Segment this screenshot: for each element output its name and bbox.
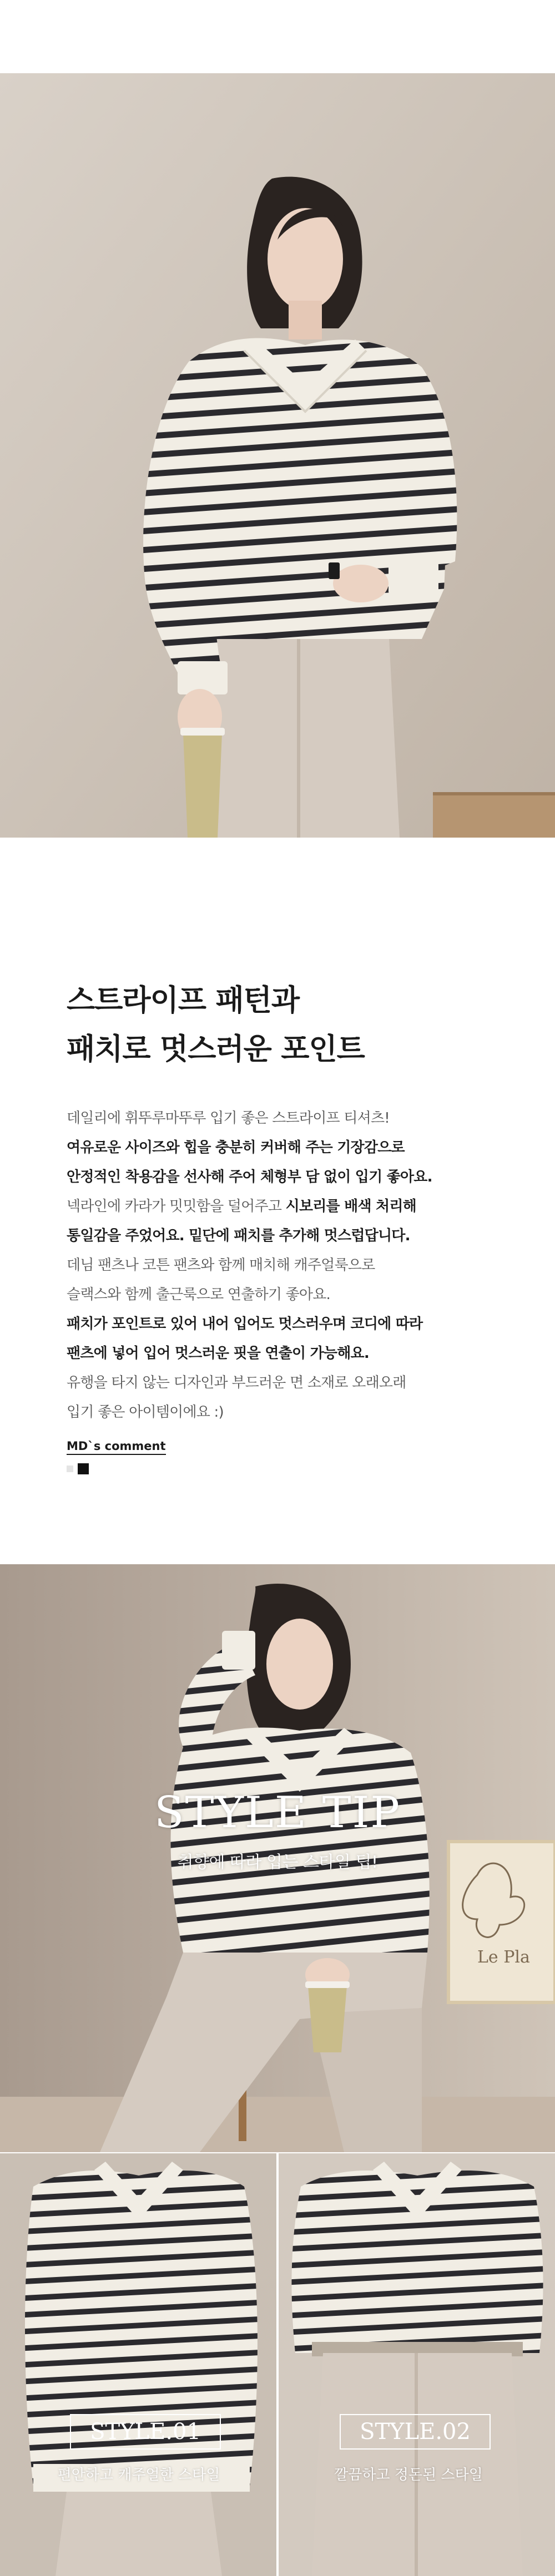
description-emphasis-text: 안정적인 착용감을 선사해 주어 체형부 담 없이 입기 좋아요. [67,1169,432,1185]
md-comment-label: MD`s comment [67,1439,166,1455]
style-tip-subtitle: 취향에 따라 입는 스타일 팁! [177,1853,378,1872]
description-line [67,1251,511,1280]
description-emphasis-text: 통일감을 주었어요. 밑단에 패치를 추가해 멋스럽답니다. [67,1228,410,1244]
artwork-text: Le Pla [477,1948,530,1967]
description-line [67,1280,511,1310]
description-text: 유행을 타지 않는 디자인과 부드러운 면 소재로 오래오래 [67,1375,406,1391]
description-line [67,1221,511,1251]
description-line [67,1192,511,1221]
style-02-illustration [279,2153,555,2576]
description-text: 넥라인에 카라가 밋밋함을 덜어주고 [67,1198,286,1215]
description-text: 데님 팬츠나 코튼 팬츠와 함께 매치해 캐주얼룩으로 [67,1257,375,1274]
style-01-photo [0,2153,276,2576]
style-tip-title: STYLE TIP [154,1788,401,1838]
headline-line-1: 스트라이프 패턴과 [67,983,300,1017]
style-01-illustration [0,2153,276,2576]
headline-line-2: 패치로 멋스러운 포인트 [67,1032,365,1066]
description-line [67,1368,511,1398]
style-02-caption: 깔끔하고 정돈된 스타일 [334,2467,483,2483]
style-01-label: STYLE.01 [70,2414,221,2450]
indicator-square-dark-icon [78,1463,89,1474]
md-comment-indicator [67,1463,511,1475]
product-description [67,976,511,1475]
description-line [67,1310,511,1339]
hero-illustration [0,73,555,838]
style-02-label: STYLE.02 [340,2414,491,2450]
description-body [67,1104,511,1427]
style-01-caption: 편안하고 캐주얼한 스타일 [57,2467,220,2483]
description-emphasis-text: 시보리를 배색 처리해 [285,1198,416,1215]
indicator-square-light-icon [67,1466,73,1472]
description-line [67,1339,511,1368]
description-line [67,1398,511,1427]
description-emphasis-text: 패치가 포인트로 있어 내어 입어도 멋스러우며 코디에 따라 [67,1316,423,1332]
style-02-photo [279,2153,555,2576]
description-emphasis-text: 팬츠에 넣어 입어 멋스러운 핏을 연출이 가능해요. [67,1345,369,1362]
description-line [67,1104,511,1133]
description-text: 슬랙스와 함께 출근룩으로 연출하기 좋아요. [67,1286,331,1303]
description-line [67,1133,511,1163]
description-line [67,1163,511,1192]
hero-model-photo [0,73,555,838]
description-emphasis-text: 여유로운 사이즈와 힙을 충분히 커버해 주는 기장감으로 [67,1139,405,1156]
product-headline [67,976,511,1074]
description-text: 데일리에 휘뚜루마뚜루 입기 좋은 스트라이프 티셔츠! [67,1110,390,1127]
description-text: 입기 좋은 아이템이에요 :) [67,1404,224,1421]
